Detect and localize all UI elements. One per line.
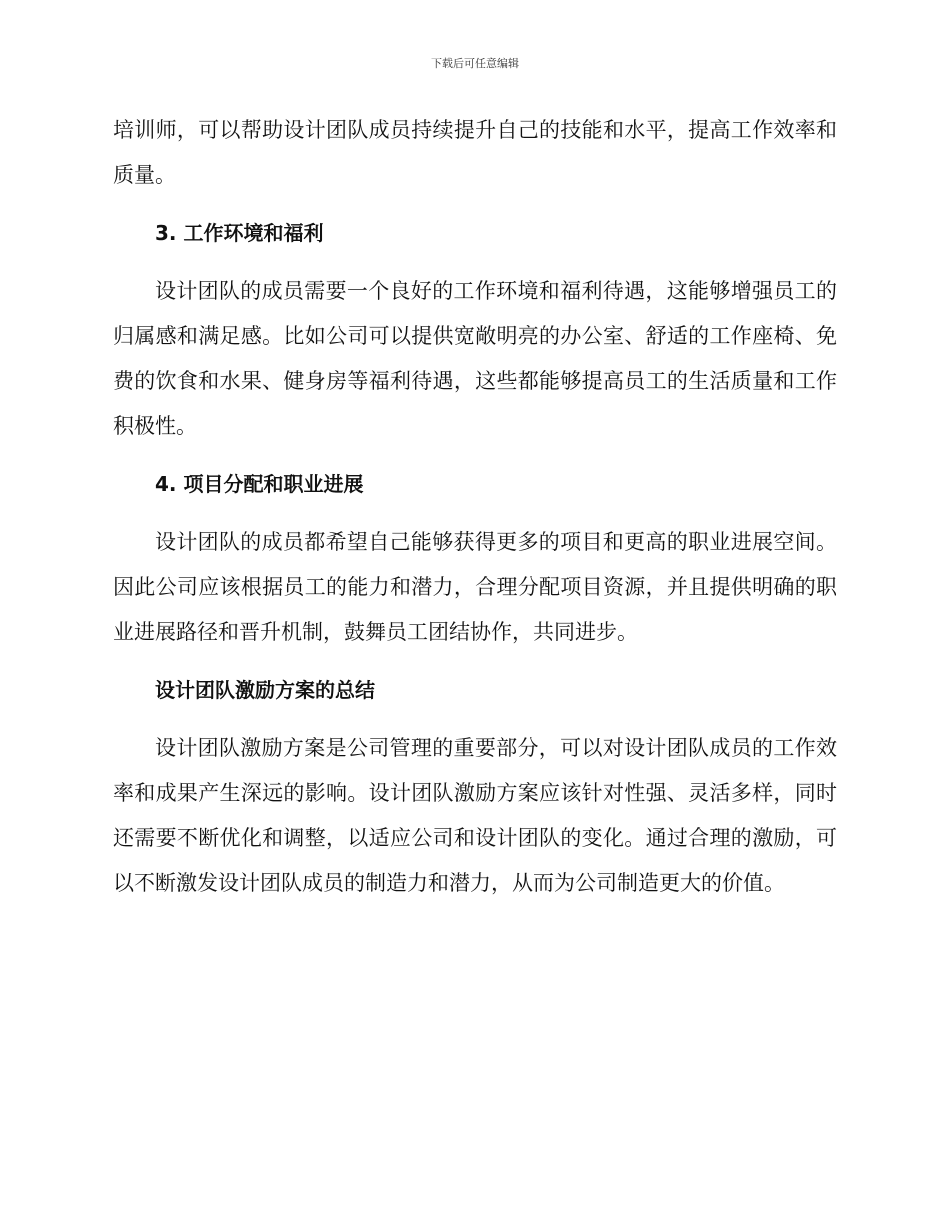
section-heading-project-allocation: 4. 项目分配和职业进展 [155,472,364,496]
spacer [113,198,837,211]
page-header: 下载后可任意编辑 [431,57,519,70]
paragraph-project-allocation: 设计团队的成员都希望自己能够获得更多的项目和更高的职业进展空间。因此公司应该根据员工的能力和潜力，合理分配项目资源，并且提供明确的职业进展路径和晋升机制，鼓舞员工团结协作，共同进步。 [113,530,837,644]
paragraph-continued: 培训师，可以帮助设计团队成员持续提升自己的技能和水平，提高工作效率和质量。 [113,118,837,187]
spacer [113,507,837,520]
section-heading-summary: 设计团队激励方案的总结 [155,678,375,702]
spacer [113,655,837,668]
spacer [113,713,837,726]
paragraph-work-environment: 设计团队的成员需要一个良好的工作环境和福利待遇，这能够增强员工的归属感和满足感。比如公司可以提供宽敞明亮的办公室、舒适的工作座椅、免费的饮食和水果、健身房等福利待遇，这些都能够提高员工的生活质量和工作积极性。 [113,279,837,438]
document-body [113,108,837,906]
spacer [113,449,837,462]
paragraph-summary: 设计团队激励方案是公司管理的重要部分，可以对设计团队成员的工作效率和成果产生深远的影响。设计团队激励方案应该针对性强、灵活多样，同时还需要不断优化和调整，以适应公司和设计团队的变化。通过合理的激励，可以不断激发设计团队成员的制造力和潜力，从而为公司制造更大的价值。 [113,736,837,895]
section-heading-work-environment: 3. 工作环境和福利 [155,221,324,245]
spacer [113,256,837,269]
